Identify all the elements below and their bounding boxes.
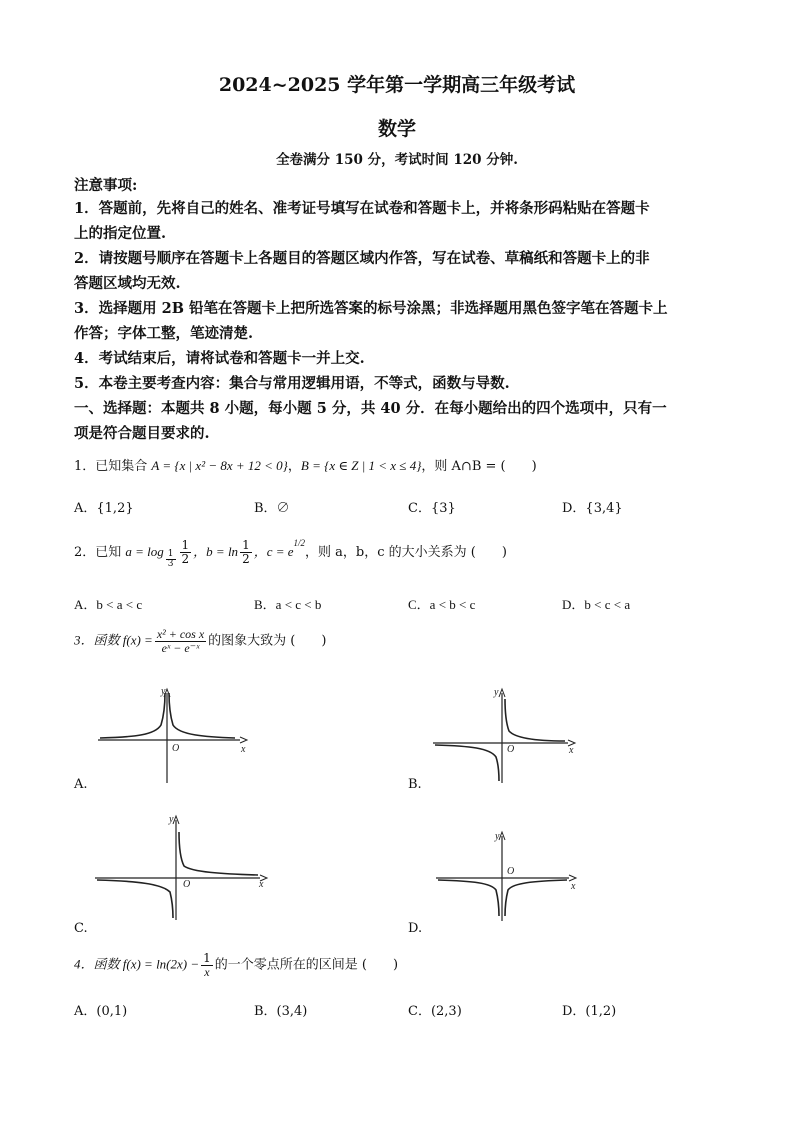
q1-option-b[interactable]: B．∅ — [254, 501, 290, 516]
q2-option-d[interactable]: D．b < c < a — [562, 597, 631, 612]
q2-log-base: $\frac{1}{3}$ — [167, 548, 174, 569]
q3-lead: 3．函数 f(x) = — [74, 632, 153, 648]
q2-half-fraction: $\frac{1}{2}$ — [242, 538, 250, 566]
graph-a-y-label: y — [161, 686, 166, 697]
section-heading: 一、选择题：本题共 8 小题，每小题 5 分，共 40 分．在每小题给出的四个选项中，只有一 — [74, 400, 667, 417]
q2-option-c[interactable]: C．a < b < c — [408, 597, 476, 612]
q1-option-c[interactable]: C．{3} — [408, 501, 456, 516]
q4-fraction: $\frac{1}{x}$ — [203, 951, 211, 979]
q2-half-fraction: $\frac{1}{2}$ — [181, 538, 190, 566]
q4-option-c[interactable]: C．(2,3) — [408, 1004, 462, 1019]
graph-b-label: B. — [408, 777, 422, 792]
graph-d-origin: O — [507, 866, 515, 877]
note-line: 作答；字体工整，笔迹清楚. — [74, 325, 254, 342]
q4-option-d[interactable]: D．(1,2) — [562, 1004, 617, 1019]
subject-title: 数学 — [377, 118, 416, 140]
q3-ask: 的图象大致为 ( ) — [208, 633, 327, 649]
graph-d-x-label: x — [571, 881, 576, 892]
note-line: 5．本卷主要考查内容：集合与常用逻辑用语，不等式，函数与导数. — [74, 375, 510, 392]
graph-d-label: D. — [408, 921, 423, 936]
q4-lead: 4．函数 f(x) = ln(2x) − — [74, 956, 200, 972]
graph-b-origin: O — [507, 744, 515, 755]
graph-option-a[interactable] — [95, 685, 255, 785]
q4-ask: 的一个零点所在的区间是 ( ) — [214, 957, 399, 973]
q2-option-b[interactable]: B．a < c < b — [254, 597, 322, 612]
q1-set-a: A = {x | x² − 8x + 12 < 0} — [151, 458, 288, 473]
q2-option-a[interactable]: A．b < a < c — [74, 597, 143, 612]
notes-heading: 注意事项: — [74, 177, 138, 194]
graph-c-y-label: y — [169, 814, 174, 825]
question-1 — [74, 455, 537, 474]
q1-lead: 1．已知集合 — [74, 459, 152, 474]
graph-d-y-label: y — [495, 831, 500, 842]
graph-b-y-label: y — [494, 687, 499, 698]
q2-c-def: ，c = e — [253, 544, 294, 559]
q2-c-exponent: 1/2 — [293, 538, 306, 548]
q1-option-a[interactable]: A．{1,2} — [74, 501, 134, 516]
section-heading-cont: 项是符合题目要求的. — [74, 425, 210, 442]
graph-option-b[interactable] — [430, 685, 590, 785]
graph-c-origin: O — [183, 879, 191, 890]
q3-fraction: $\frac{\text{x² + cos x}}{\text{eˣ − e⁻ˣ}}$ — [156, 627, 205, 655]
q1-ask: ，则 A∩B = ( ) — [421, 459, 537, 474]
note-line: 1．答题前，先将自己的姓名、准考证号填写在试卷和答题卡上，并将条形码粘贴在答题卡 — [74, 200, 650, 217]
note-line: 上的指定位置. — [74, 225, 167, 242]
q1-sep: ， — [287, 459, 301, 474]
graph-a-origin: O — [172, 743, 180, 754]
q2-lead: 2．已知 — [74, 545, 126, 560]
graph-a-x-label: x — [241, 744, 246, 755]
graph-option-d[interactable] — [433, 828, 593, 923]
note-line: 4．考试结束后，请将试卷和答题卡一并上交. — [74, 350, 365, 367]
exam-info: 全卷满分 150 分，考试时间 120 分钟. — [276, 152, 518, 168]
graph-a-label: A. — [74, 777, 88, 792]
graph-c-x-label: x — [259, 879, 264, 890]
q2-a-def: a = log — [125, 544, 164, 559]
question-2 — [74, 538, 507, 569]
note-line: 3．选择题用 2B 铅笔在答题卡上把所选答案的标号涂黑；非选择题用黑色签字笔在答题卡上 — [74, 300, 668, 317]
q4-option-a[interactable]: A．(0,1) — [74, 1004, 128, 1019]
q2-ask: ，则 a，b，c 的大小关系为 ( ) — [305, 545, 507, 560]
graph-option-c[interactable] — [92, 812, 277, 922]
graph-c-label: C. — [74, 921, 88, 936]
q4-option-b[interactable]: B．(3,4) — [254, 1004, 308, 1019]
note-line: 2．请按题号顺序在答题卡上各题目的答题区域内作答，写在试卷、草稿纸和答题卡上的非 — [74, 250, 650, 267]
note-line: 答题区域均无效. — [74, 275, 181, 292]
question-3 — [74, 628, 326, 654]
graph-b-x-label: x — [569, 745, 574, 756]
q1-set-b: B = {x ∈ Z | 1 < x ≤ 4} — [300, 458, 422, 473]
q1-option-d[interactable]: D．{3,4} — [562, 501, 623, 516]
question-4 — [74, 952, 398, 978]
exam-title: 2024~2025 学年第一学期高三年级考试 — [218, 74, 576, 96]
q2-b-def: ，b = ln — [193, 544, 239, 559]
